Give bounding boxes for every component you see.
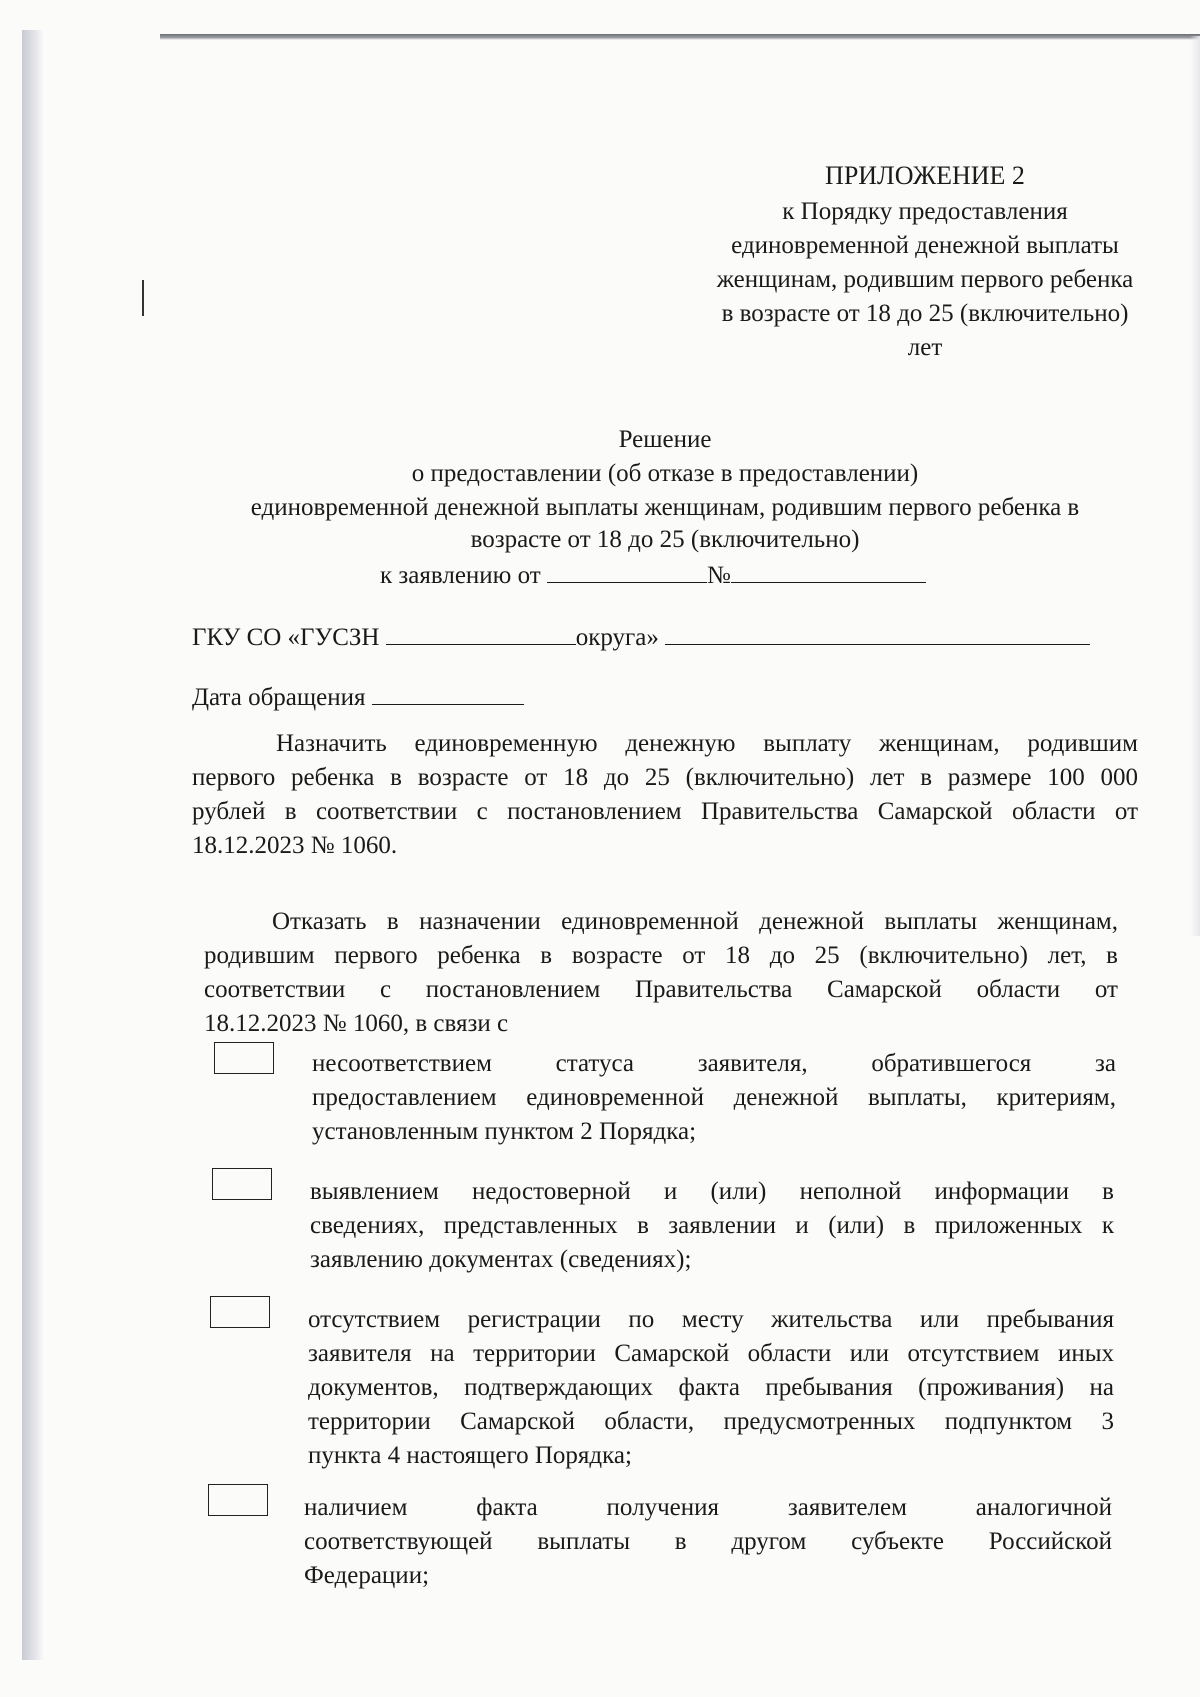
application-label: к заявлению от (380, 562, 541, 589)
appendix-line: лет (907, 334, 943, 361)
number-sign: № (706, 562, 731, 589)
reason-line: наличием факта получения заявителем аналогичной (304, 1494, 1112, 1521)
reason-line: Федерации; (304, 1562, 430, 1589)
refusal-line: соответствии с постановлением Правительства Самарской области от (204, 976, 1118, 1003)
reason-line: установленным пунктом 2 Порядка; (312, 1118, 697, 1145)
appendix-line: женщинам, родившим первого ребенка (716, 266, 1134, 293)
reason-line: документов, подтверждающих факта пребывания (проживания) на (308, 1374, 1114, 1401)
agency-district-field[interactable] (386, 618, 576, 645)
reason-line: предоставлением единовременной денежной выплаты, критериям, (312, 1084, 1116, 1111)
reason-line: выявлением недостоверной и (или) неполной информации в (310, 1178, 1114, 1205)
agency-middle: округа» (575, 624, 659, 651)
decision-title: Решение (618, 426, 712, 453)
grant-line: 18.12.2023 № 1060. (192, 832, 398, 859)
appendix-line: единовременной денежной выплаты (731, 232, 1119, 259)
date-field[interactable] (372, 678, 524, 705)
scan-shadow-left (22, 30, 44, 1660)
scan-shadow-right (1190, 36, 1200, 936)
reason-line: территории Самарской области, предусмотренных подпунктом 3 (308, 1408, 1114, 1435)
refusal-line: Отказать в назначении единовременной денежной выплаты женщинам, (272, 908, 1118, 935)
margin-mark (142, 280, 144, 316)
application-line (380, 556, 926, 592)
grant-line: первого ребенка в возрасте от 18 до 25 (включительно) лет в размере 100 000 (192, 764, 1138, 791)
reason-line: пункта 4 настоящего Порядка; (308, 1442, 632, 1469)
reason-line: заявителя на территории Самарской области или отсутствием иных (308, 1340, 1114, 1367)
refusal-line: 18.12.2023 № 1060, в связи с (204, 1010, 509, 1037)
reason-checkbox[interactable] (208, 1484, 268, 1516)
agency-line (192, 618, 1090, 654)
reason-checkbox[interactable] (214, 1042, 274, 1074)
application-date-field[interactable] (547, 556, 707, 583)
reason-line: несоответствием статуса заявителя, обратившегося за (312, 1050, 1116, 1077)
decision-line: единовременной денежной выплаты женщинам, родившим первого ребенка в (250, 494, 1080, 521)
refusal-line: родившим первого ребенка в возрасте от 18 до 25 (включительно) лет, в (204, 942, 1118, 969)
grant-line: Назначить единовременную денежную выплату женщинам, родившим (276, 730, 1138, 757)
reason-line: сведениях, представленных в заявлении и (или) в приложенных к (310, 1212, 1114, 1239)
reason-line: отсутствием регистрации по месту жительства или пребывания (308, 1306, 1114, 1333)
date-label: Дата обращения (192, 684, 366, 711)
application-number-field[interactable] (731, 556, 926, 583)
appendix-line: к Порядку предоставления (782, 198, 1068, 225)
agency-prefix: ГКУ СО «ГУСЗН (192, 624, 380, 651)
reason-checkbox[interactable] (212, 1168, 272, 1200)
agency-name-field[interactable] (665, 618, 1090, 645)
grant-line: рублей в соответствии с постановлением Правительства Самарской области от (192, 798, 1138, 825)
appendix-title: ПРИЛОЖЕНИЕ 2 (825, 161, 1025, 190)
appendix-line: в возрасте от 18 до 25 (включительно) (721, 300, 1129, 327)
date-line (192, 678, 524, 714)
decision-line: о предоставлении (об отказе в предоставлении) (411, 460, 919, 487)
reason-line: заявлению документах (сведениях); (310, 1246, 692, 1273)
reason-line: соответствующей выплаты в другом субъекте Российской (304, 1528, 1112, 1555)
reason-checkbox[interactable] (210, 1296, 270, 1328)
scan-shadow-top (160, 34, 1200, 40)
decision-line: возрасте от 18 до 25 (включительно) (470, 526, 860, 553)
